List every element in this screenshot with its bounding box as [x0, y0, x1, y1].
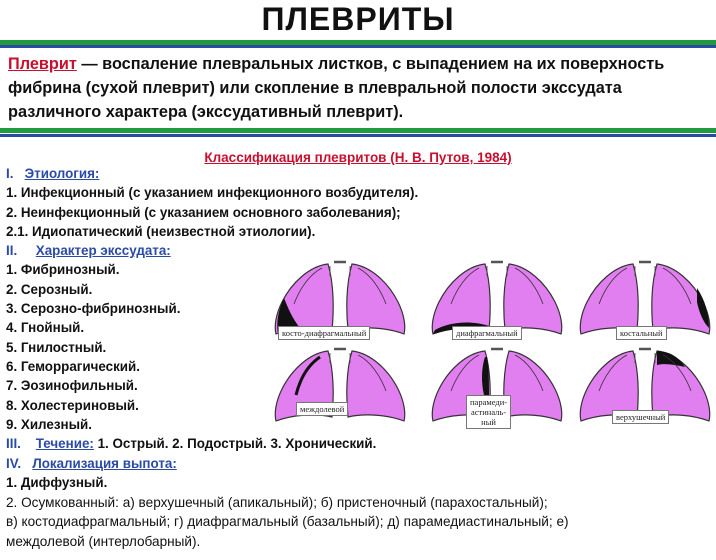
figure-label: междолевой	[296, 402, 348, 416]
definition-block	[8, 52, 708, 124]
list-item: 5. Гнилостный.	[6, 340, 107, 355]
etiology-label: Этиология:	[24, 166, 100, 181]
list-item: 3. Серозно-фибринозный.	[6, 301, 181, 316]
mid-stripe-blue	[0, 134, 716, 137]
exudate-label: Характер экссудата:	[35, 243, 171, 258]
exudate-num: II.	[6, 243, 18, 258]
localization-heading	[6, 454, 177, 473]
course-label: Течение:	[35, 436, 94, 451]
top-stripe-blue	[0, 45, 716, 48]
localization-num: IV.	[6, 456, 22, 471]
mid-stripe-green	[0, 128, 716, 133]
list-item: 4. Гнойный.	[6, 320, 85, 335]
definition-text: — воспаление плевральных листков, с выпадением на их поверхность фибрина (сухой плеврит) или скопление в плевральной полости экссудата различного характера (экссудативный плеврит).	[8, 55, 665, 121]
list-item: 1. Диффузный.	[6, 475, 108, 490]
figure-label: диафрагмальный	[452, 326, 522, 340]
figure-label-line: ный	[481, 417, 496, 427]
figure-label: костальный	[616, 326, 667, 340]
list-item: 2. Осумкованный: а) верхушечный (апикальный); б) пристеночный (парахостальный);	[6, 495, 548, 510]
course-line	[6, 434, 376, 453]
list-item: 6. Геморрагический.	[6, 359, 140, 374]
etiology-heading	[6, 164, 99, 183]
list-item: в) костодиафрагмальный; г) диафрагмальный (базальный); д) парамедиастинальный; е)	[6, 514, 569, 529]
list-item: 2. Серозный.	[6, 282, 93, 297]
figure-label: верхушечный	[612, 410, 669, 424]
list-item: 2.1. Идиопатический (неизвестной этиологии).	[6, 224, 316, 239]
list-item: междолевой (интерлобарный).	[6, 534, 201, 549]
course-text: 1. Острый. 2. Подострый. 3. Хронический.	[93, 436, 377, 451]
list-item: 1. Инфекционный (с указанием инфекционного возбудителя).	[6, 185, 419, 200]
localization-label: Локализация выпота:	[32, 456, 177, 471]
figure-label-line: парамеди-	[470, 397, 508, 407]
figure-label: косто-диафрагмальный	[278, 326, 370, 340]
classification-title: Классификация плевритов (Н. В. Путов, 1984)	[204, 150, 512, 165]
list-item: 1. Фибринозный.	[6, 262, 120, 277]
list-item: 9. Хилезный.	[6, 417, 92, 432]
list-item: 7. Эозинофильный.	[6, 378, 138, 393]
etiology-num: I.	[6, 166, 14, 181]
page-title: ПЛЕВРИТЫ	[261, 1, 455, 37]
exudate-heading	[6, 241, 171, 260]
course-num: III.	[6, 436, 21, 451]
definition-term: Плеврит	[8, 55, 77, 73]
figure-label-line: астиналь-	[470, 407, 507, 417]
list-item: 2. Неинфекционный (с указанием основного заболевания);	[6, 205, 401, 220]
figure-label-multiline	[466, 395, 511, 429]
list-item: 8. Холестериновый.	[6, 398, 139, 413]
